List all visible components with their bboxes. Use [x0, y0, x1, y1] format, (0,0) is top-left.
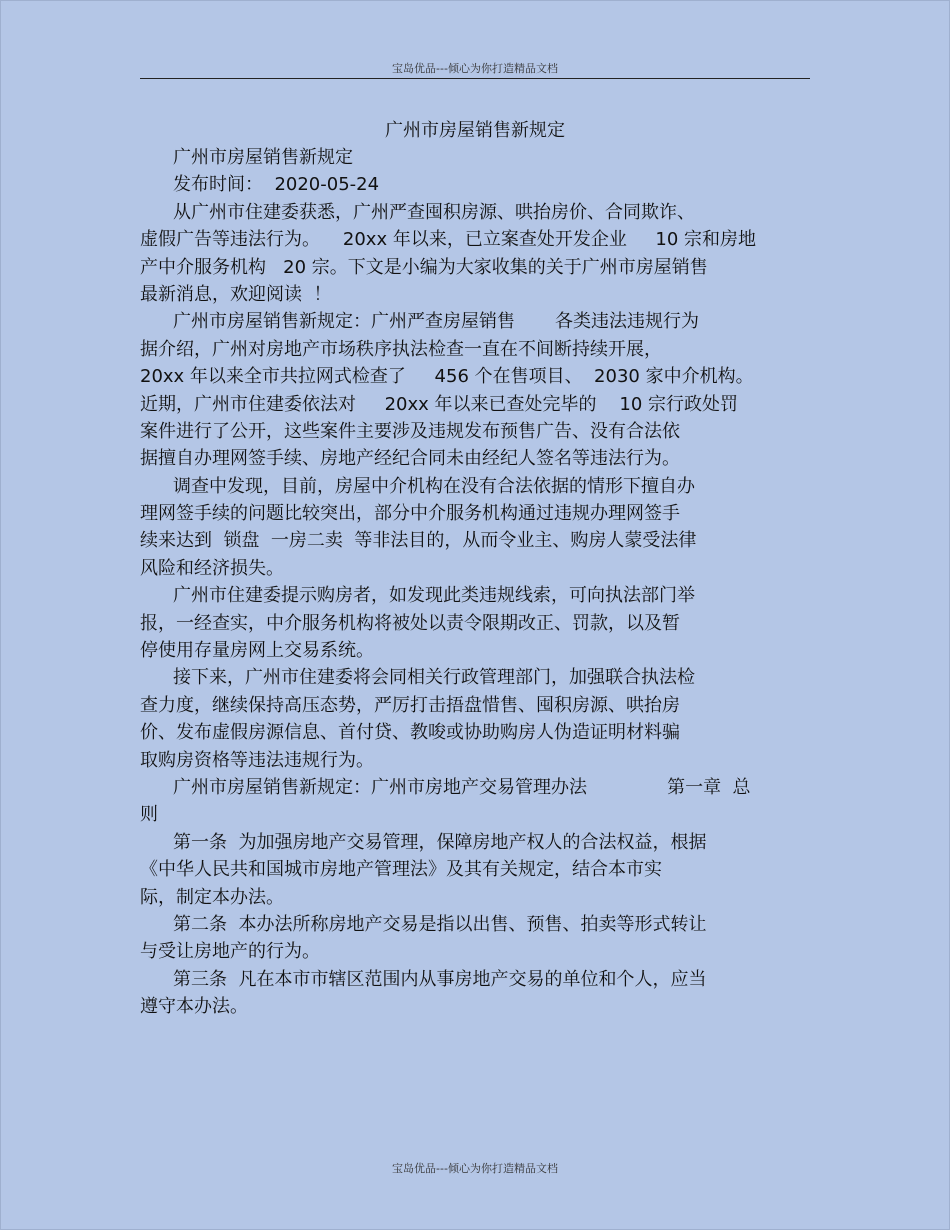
text-line: 从广州市住建委获悉，广州严查囤积房源、哄抬房价、合同欺诈、: [173, 201, 695, 223]
text-line: 产中介服务机构 20 宗。下文是小编为大家收集的关于广州市房屋销售: [140, 256, 708, 278]
text-line: 报，一经查实，中介服务机构将被处以责令限期改正、罚款，以及暂: [140, 612, 680, 634]
text-line: 理网签手续的问题比较突出，部分中介服务机构通过违规办理网签手: [140, 503, 680, 525]
text-line: 遵守本办法。: [140, 996, 248, 1018]
text-line: 据擅自办理网签手续、房地产经纪合同未由经纪人签名等违法行为。: [140, 448, 680, 470]
text-line: 20xx 年以来全市共拉网式检查了 456 个在售项目、 2030 家中介机构。: [140, 366, 754, 388]
text-line: 调查中发现，目前，房屋中介机构在没有合法依据的情形下擅自办: [173, 475, 695, 497]
text-line: 广州市房屋销售新规定: [173, 147, 353, 168]
text-line: 价、发布虚假房源信息、首付贷、教唆或协助购房人伪造证明材料骗: [140, 722, 680, 744]
text-line: 虚假广告等违法行为。 20xx 年以来，已立案查处开发企业 10 宗和房地: [140, 229, 757, 251]
text-line: 际，制定本办法。: [140, 886, 284, 908]
text-line: 最新消息，欢迎阅读 ！: [140, 283, 332, 305]
text-line: 广州市房屋销售新规定：广州市房地产交易管理办法 第一章 总: [173, 776, 751, 798]
text-line: 广州市住建委提示购房者，如发现此类违规线索，可向执法部门举: [173, 585, 695, 607]
text-line: 停使用存量房网上交易系统。: [140, 640, 374, 662]
text-line: 则: [140, 804, 158, 826]
footer-text: 宝岛优品---倾心为你打造精品文档: [392, 1162, 558, 1175]
text-line: 续来达到 锁盘 一房二卖 等非法目的，从而令业主、购房人蒙受法律: [140, 530, 697, 552]
text-line: 广州市房屋销售新规定：广州严查房屋销售 各类违法违规行为: [173, 311, 700, 333]
text-line: 《中华人民共和国城市房地产管理法》及其有关规定，结合本市实: [140, 859, 662, 881]
text-line: 第二条 本办法所称房地产交易是指以出售、预售、拍卖等形式转让: [173, 913, 707, 935]
text-line: 接下来，广州市住建委将会同相关行政管理部门，加强联合执法检: [173, 667, 695, 689]
text-line: 第一条 为加强房地产交易管理，保障房地产权人的合法权益，根据: [173, 831, 707, 853]
text-line: 据介绍，广州对房地产市场秩序执法检查一直在不间断持续开展，: [140, 338, 662, 360]
document-body: [140, 144, 820, 1021]
text-line: 与受让房地产的行为。: [140, 941, 320, 963]
text-line: 近期，广州市住建委依法对 20xx 年以来已查处完毕的 10 宗行政处罚: [140, 393, 739, 415]
text-line: 发布时间： 2020-05-24: [173, 174, 380, 196]
text-line: 取购房资格等违法违规行为。: [140, 749, 374, 771]
text-line: 案件进行了公开，这些案件主要涉及违规发布预售广告、没有合法依: [140, 420, 680, 442]
document-title: 广州市房屋销售新规定: [385, 120, 565, 141]
text-line: 第三条 凡在本市市辖区范围内从事房地产交易的单位和个人，应当: [173, 968, 707, 990]
header-text: 宝岛优品---倾心为你打造精品文档: [392, 62, 558, 75]
header-divider: [140, 78, 810, 79]
text-line: 查力度，继续保持高压态势，严厉打击捂盘惜售、囤积房源、哄抬房: [140, 694, 680, 716]
text-line: 风险和经济损失。: [140, 557, 284, 579]
